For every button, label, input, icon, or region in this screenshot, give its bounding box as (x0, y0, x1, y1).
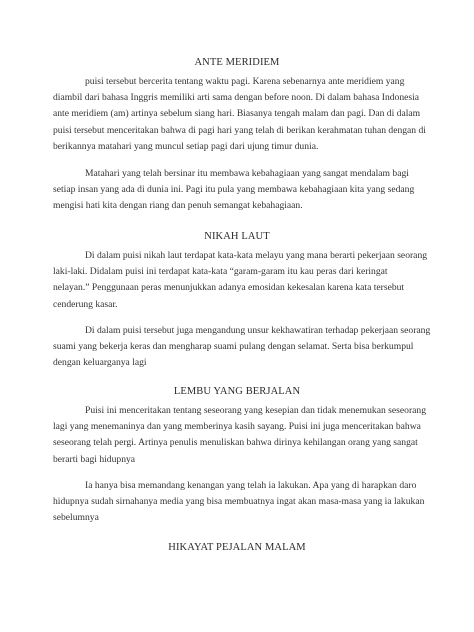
text-line: Di dalam puisi nikah laut terdapat kata-kata melayu yang mana berarti pekerjaan seorang (85, 250, 428, 261)
text-line: berarti bagi hidupnya (53, 453, 136, 465)
paragraph (53, 323, 453, 372)
text-line: mengisi hati kita dengan riang dan penuh semangat kebahagiaan. (53, 200, 303, 212)
paragraph (53, 478, 453, 527)
section-title-ante-meridiem: ANTE MERIDIEM (194, 57, 280, 68)
paragraph (53, 248, 453, 313)
text-line: sebelumnya (53, 512, 99, 524)
text-line: hidupnya sudah sirnahanya media yang bisa membuatnya ingat akan masa-masa yang ia lakukan (53, 496, 425, 508)
text-line: ante meridiem (am) artinya sebelum siang hari. Biasanya tengah malam dan pagi. Dan di dalam (53, 108, 421, 120)
text-line: Ia hanya bisa memandang kenangan yang telah ia lakukan. Apa yang di harapkan daro (85, 480, 417, 491)
text-line: puisi tersebut bercerita tentang waktu pagi. Karena sebenarnya ante meridiem yang (85, 76, 405, 87)
text-line: diambil dari bahasa Inggris memiliki arti sama dengan before noon. Di dalam bahasa Indonesia (53, 92, 420, 104)
text-line: setiap insan yang ada di dunia ini. Pagi itu pula yang membawa kebahagiaan kita yang sedang (53, 184, 415, 196)
text-line: seseorang telah pergi. Artinya penulis menuliskan bahwa dirinya kehilangan orang yang sangat (53, 437, 418, 449)
section-title-nikah-laut: NIKAH LAUT (204, 231, 270, 242)
section-title-lembu-yang-berjalan: LEMBU YANG BERJALAN (173, 386, 301, 397)
text-line: Matahari yang telah bersinar itu membawa kebahagiaan yang sangat mendalam bagi (85, 168, 409, 179)
text-line: puisi tersebut menceritakan bahwa di pagi hari yang telah di berikan kerahmatan tuhan dengan di (53, 124, 426, 136)
text-line: dengan keluarganya lagi (53, 357, 147, 369)
text-line: lagi yang menemaninya dan yang memberinya kasih sayang. Puisi ini juga menceritakan bahwa (53, 421, 421, 433)
section-title-hikayat-pejalan-malam: HIKAYAT PEJALAN MALAM (168, 542, 306, 553)
text-line: suami yang bekerja keras dan mengharap suami pulang dengan selamat. Serta bisa berkumpul (53, 341, 414, 353)
text-line: Puisi ini menceritakan tentang seseorang yang kesepian dan tidak menemukan seseorang (85, 405, 427, 416)
text-line: cenderung kasar. (53, 298, 118, 310)
paragraph (53, 74, 453, 155)
text-line: Di dalam puisi tersebut juga mengandung unsur kekhawatiran terhadap pekerjaan seorang (85, 325, 431, 336)
text-line: berikannya matahari yang muncul setiap pagi dari ujung timur dunia. (53, 140, 319, 152)
paragraph (53, 403, 453, 468)
paragraph (53, 166, 453, 215)
text-line: nelayan.” Penggunaan peras menunjukkan adanya emosidan kekesalan karena kata tersebut (53, 282, 405, 294)
text-line: laki-laki. Didalam puisi ini terdapat kata-kata “garam-garam itu kau peras dari keringat (53, 266, 388, 278)
